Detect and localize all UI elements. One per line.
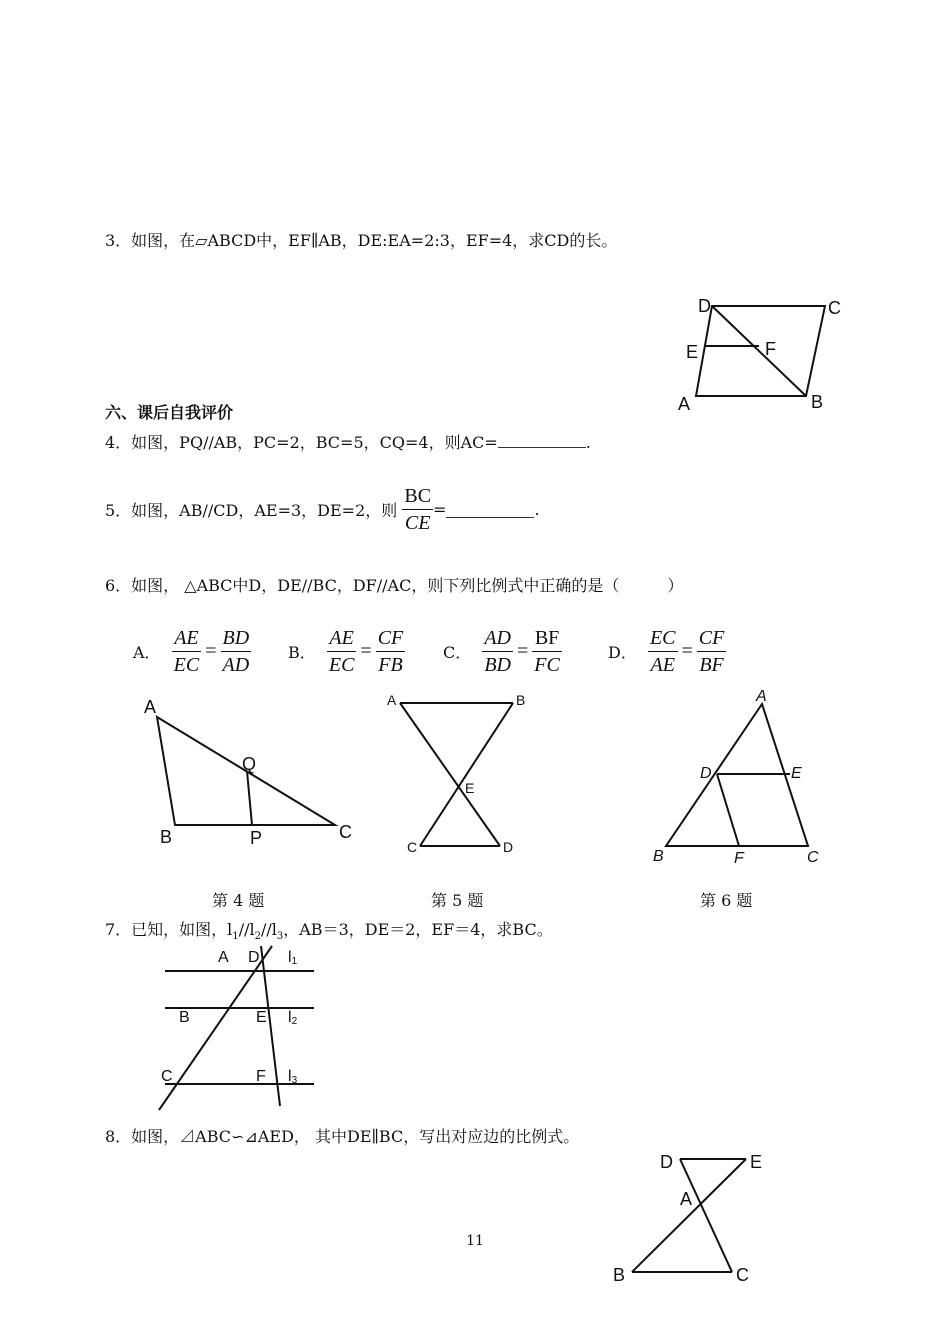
- label-D: D: [503, 839, 514, 855]
- fraction-left: $\frac{AE}{EC}$: [173, 627, 200, 676]
- page-number: 11: [466, 1233, 484, 1249]
- option-c: C． $\frac{AD}{BD}$ = $\frac{BF}{FC}$: [443, 627, 560, 676]
- option-label: D．: [608, 643, 637, 662]
- fraction-right: $\frac{CF}{BF}$: [698, 627, 725, 676]
- label-D: D: [660, 1152, 673, 1172]
- fraction-left: $\frac{AD}{BD}$: [484, 627, 512, 676]
- figure-q7-parallel-lines: [150, 940, 325, 1115]
- label-B: B: [160, 827, 173, 847]
- label-C: C: [407, 839, 418, 855]
- fraction-right: $\frac{BD}{AD}$: [222, 627, 250, 676]
- label-E: E: [686, 342, 699, 362]
- label-F: F: [765, 339, 776, 359]
- question-6: 6．如图， △ABC中D，DE//BC，DF//AC，则下列比例式中正确的是（ ）: [105, 576, 684, 595]
- label-A: A: [387, 692, 397, 708]
- label-l3: l3: [288, 1068, 298, 1086]
- caption-figure-5: 第 5 题: [431, 891, 484, 910]
- fraction-left: $\frac{AE}{EC}$: [328, 627, 355, 676]
- question-8: 8．如图，⊿ABC∽⊿AED， 其中DE∥BC，写出对应边的比例式。: [105, 1127, 580, 1146]
- label-E: E: [791, 765, 802, 782]
- question-5-text: 5．如图，AB//CD，AE=3，DE=2，则: [105, 501, 398, 520]
- label-A: A: [144, 697, 157, 717]
- option-a: A． $\frac{AE}{EC}$ = $\frac{BD}{AD}$: [133, 627, 250, 676]
- label-F: F: [734, 850, 744, 867]
- fraction-bc-ce: [402, 483, 433, 536]
- label-D: D: [248, 949, 260, 966]
- label-B: B: [811, 392, 824, 412]
- label-l1: l1: [288, 949, 298, 967]
- label-F: F: [256, 1068, 266, 1085]
- label-C: C: [828, 298, 841, 318]
- fraction-numerator: BC: [402, 483, 433, 510]
- label-A: A: [680, 1189, 693, 1209]
- fraction-denominator: CE: [404, 512, 431, 534]
- label-B: B: [516, 692, 526, 708]
- option-label: C．: [443, 643, 472, 662]
- answer-blank: [498, 432, 586, 448]
- fraction-right: $\frac{BF}{FC}$: [534, 627, 560, 676]
- figure-q6-triangle: [650, 685, 840, 870]
- label-C: C: [339, 822, 352, 842]
- question-3: 3．如图，在▱ABCD中，EF∥AB，DE:EA=2:3，EF=4，求CD的长。: [105, 231, 618, 250]
- caption-figure-4: 第 4 题: [212, 891, 265, 910]
- figure-q3-parallelogram: [670, 292, 850, 417]
- label-A: A: [678, 394, 691, 414]
- option-label: A．: [133, 643, 161, 662]
- label-Q: Q: [242, 754, 257, 774]
- label-C: C: [807, 849, 819, 866]
- label-E: E: [750, 1152, 763, 1172]
- question-4-end: .: [585, 433, 591, 452]
- label-E: E: [256, 1009, 267, 1026]
- label-P: P: [250, 828, 263, 848]
- question-5-end: .: [534, 500, 540, 519]
- label-D: D: [700, 765, 712, 782]
- fraction-left: $\frac{EC}{AE}$: [649, 627, 676, 676]
- section-title: 六、课后自我评价: [105, 403, 234, 422]
- label-A: A: [756, 688, 767, 705]
- figure-q8-similar-triangles: [610, 1150, 780, 1290]
- label-B: B: [613, 1265, 626, 1285]
- question-5: [105, 483, 540, 536]
- fraction-right: $\frac{CF}{FB}$: [377, 627, 404, 676]
- figure-q4-triangle: [140, 695, 360, 850]
- question-7: 7．已知，如图，$l_1//l_2//l_3$，AB＝3，DE＝2，EF＝4，求BC。: [105, 920, 553, 943]
- option-d: D． $\frac{EC}{AE}$ = $\frac{CF}{BF}$: [608, 627, 725, 676]
- label-B: B: [179, 1009, 190, 1026]
- caption-figure-6: 第 6 题: [700, 891, 753, 910]
- question-4: [105, 430, 591, 453]
- figure-q5-hourglass: [383, 690, 533, 860]
- equals-sign: =: [433, 500, 447, 519]
- label-B: B: [653, 848, 664, 865]
- option-b: B． $\frac{AE}{EC}$ = $\frac{CF}{FB}$: [288, 627, 404, 676]
- label-E: E: [465, 780, 475, 796]
- label-C: C: [161, 1068, 173, 1085]
- label-D: D: [698, 296, 711, 316]
- label-A: A: [218, 949, 229, 966]
- question-4-text: 4．如图，PQ//AB，PC=2，BC=5，CQ=4，则AC=: [105, 433, 498, 452]
- answer-blank: [446, 502, 534, 518]
- label-l2: l2: [288, 1009, 298, 1027]
- label-C: C: [736, 1265, 749, 1285]
- option-label: B．: [288, 643, 316, 662]
